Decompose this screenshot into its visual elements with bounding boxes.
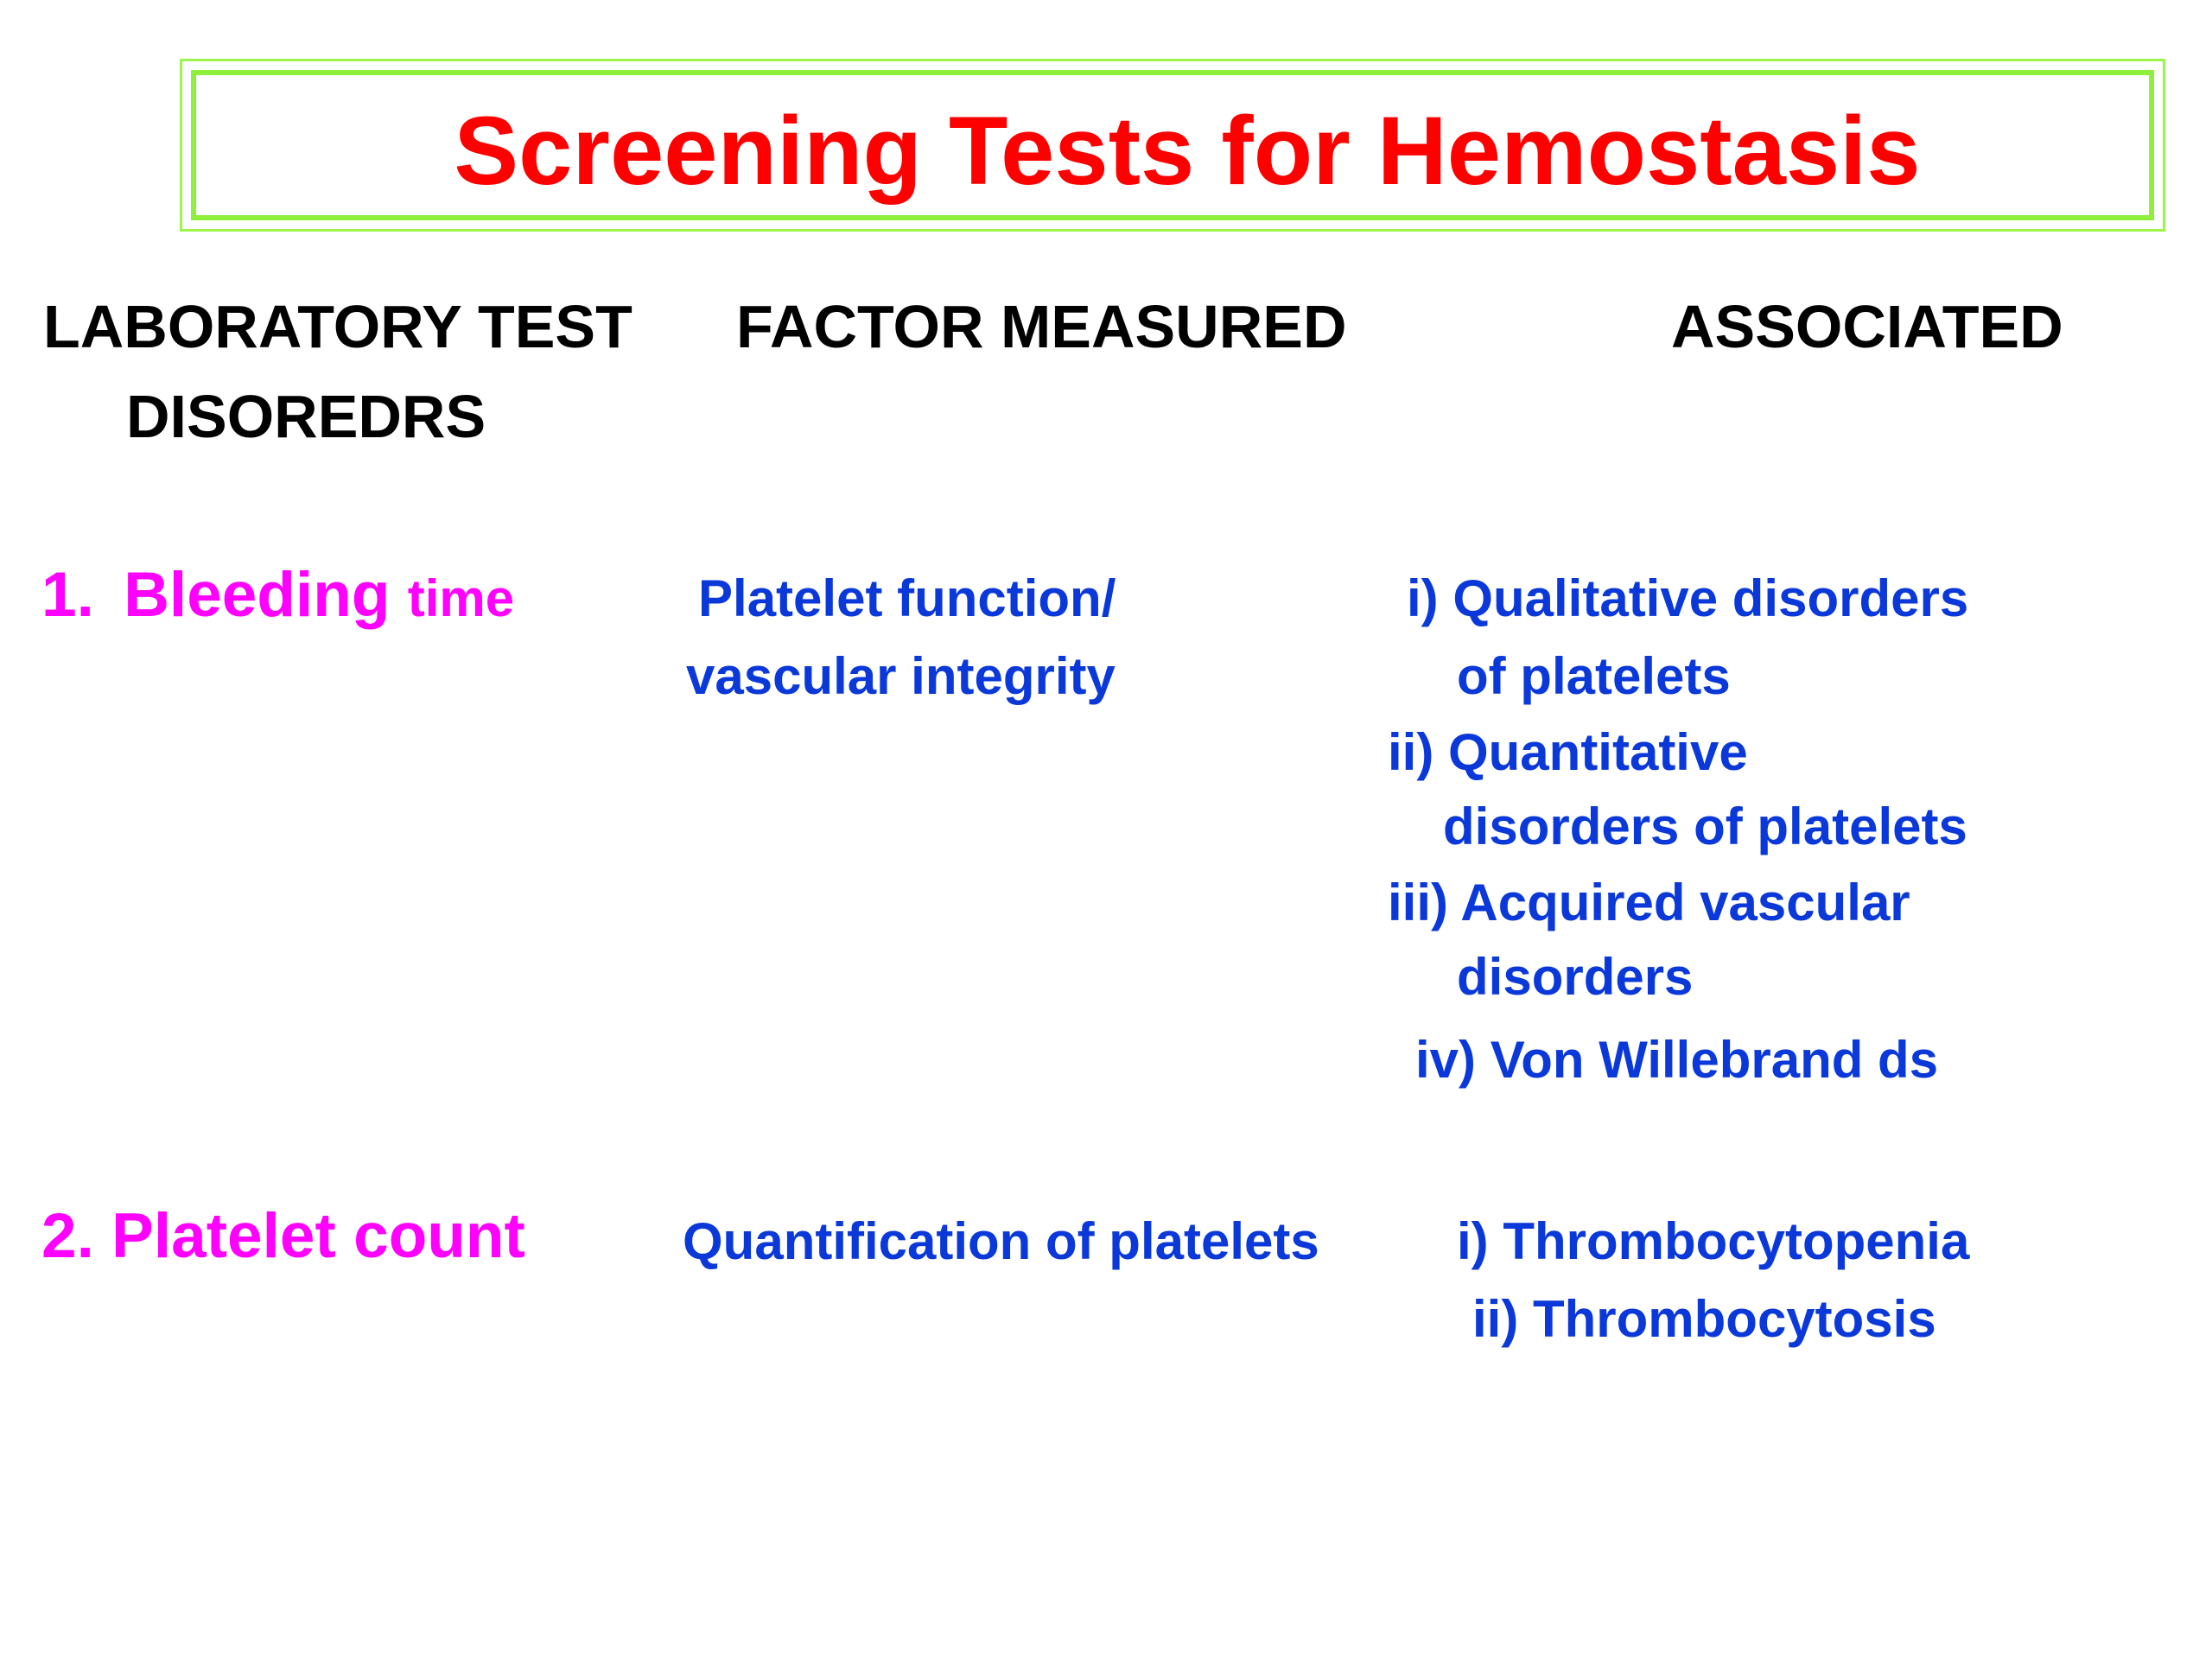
- disorder-item: ii) Thrombocytosis: [1472, 1290, 1936, 1348]
- test-name-suffix: time: [407, 569, 515, 627]
- disorder-item: ii) Quantitative: [1388, 723, 1748, 781]
- disorder-item: i) Thrombocytopenia: [1457, 1212, 1970, 1270]
- disorder-item: of platelets: [1457, 647, 1731, 705]
- disorder-item: iv) Von Willebrand ds: [1415, 1031, 1939, 1089]
- page-title: Screening Tests for Hemostasis: [454, 97, 1921, 205]
- disorder-item: disorders of platelets: [1443, 798, 1967, 855]
- title-box: [180, 59, 2165, 232]
- disorder-item: i) Qualitative disorders: [1407, 569, 1969, 627]
- disorder-item: iii) Acquired vascular: [1388, 874, 1910, 931]
- factor-line-2: vascular integrity: [686, 647, 1116, 705]
- header-disorders: DISOREDRS: [126, 383, 486, 450]
- disorder-item: disorders: [1457, 948, 1694, 1006]
- test-platelet-count: 2. Platelet count: [41, 1201, 525, 1271]
- test-name: Bleeding: [124, 560, 391, 630]
- test-number: 1.: [41, 560, 94, 630]
- factor-quantification: Quantification of platelets: [683, 1212, 1319, 1270]
- header-associated: ASSOCIATED: [1671, 293, 2063, 360]
- factor-line-1: Platelet function/: [698, 569, 1116, 627]
- header-laboratory-test: LABORATORY TEST: [43, 293, 632, 360]
- test-bleeding-time: [41, 560, 514, 634]
- header-factor-measured: FACTOR MEASURED: [736, 293, 1347, 360]
